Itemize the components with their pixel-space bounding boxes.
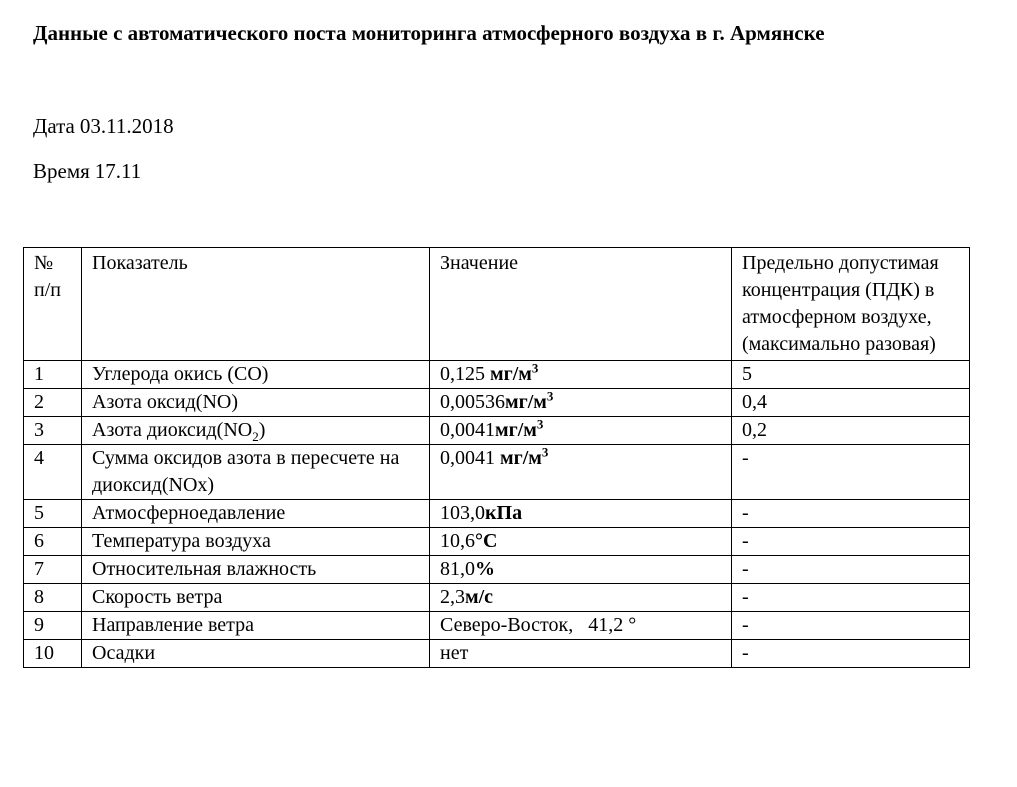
row-value (430, 417, 732, 445)
row-limit: - (732, 584, 970, 612)
row-indicator: Углерода окись (СО) (82, 361, 430, 389)
value-unit: м/с (465, 586, 494, 608)
row-number: 4 (24, 445, 82, 500)
column-header-value: Значение (430, 248, 732, 361)
value-unit: °С (475, 530, 498, 552)
table-header-row (24, 248, 970, 361)
value-unit: % (475, 558, 495, 580)
row-number: 7 (24, 556, 82, 584)
row-indicator: Направление ветра (82, 612, 430, 640)
row-limit: - (732, 445, 970, 500)
time-label: Время (33, 159, 90, 183)
value-unit-superscript: 3 (536, 416, 544, 432)
monitoring-table (23, 247, 970, 668)
value-number: 0,125 (440, 363, 490, 385)
row-indicator: Сумма оксидов азота в пересчете на диоксид(NOx) (82, 445, 430, 500)
row-number: 5 (24, 500, 82, 528)
row-limit: 0,2 (732, 417, 970, 445)
row-value: нет (430, 640, 732, 668)
row-number: 9 (24, 612, 82, 640)
row-value (430, 500, 732, 528)
row-number: 10 (24, 640, 82, 668)
time-line (33, 158, 141, 184)
value-unit-superscript: 3 (546, 388, 554, 404)
row-limit: - (732, 612, 970, 640)
column-header-indicator: Показатель (82, 248, 430, 361)
row-limit: - (732, 640, 970, 668)
row-value (430, 389, 732, 417)
table-row (24, 417, 970, 445)
value-number: 81,0 (440, 558, 475, 580)
row-indicator: Атмосферноедавление (82, 500, 430, 528)
value-number: 0,0041 (440, 447, 500, 469)
row-value (430, 528, 732, 556)
value-number: 103,0 (440, 502, 485, 524)
row-value (430, 584, 732, 612)
row-limit: 5 (732, 361, 970, 389)
value-number: 0,00536 (440, 391, 505, 413)
value-number: 10,6 (440, 530, 475, 552)
value-unit: мг/м (495, 419, 537, 441)
row-indicator: Температура воздуха (82, 528, 430, 556)
value-unit-superscript: 3 (541, 444, 549, 460)
value-unit-superscript: 3 (531, 360, 539, 376)
date-line (33, 113, 174, 139)
row-indicator: Относительная влажность (82, 556, 430, 584)
row-value: Северо-Восток, 41,2 ° (430, 612, 732, 640)
row-number: 3 (24, 417, 82, 445)
row-indicator: Скорость ветра (82, 584, 430, 612)
column-header-limit: Предельно допустимая концентрация (ПДК) в атмосферном воздухе, (максимально разовая) (732, 248, 970, 361)
row-value (430, 361, 732, 389)
row-number: 1 (24, 361, 82, 389)
value-number: 2,3 (440, 586, 465, 608)
row-value (430, 556, 732, 584)
row-indicator: Осадки (82, 640, 430, 668)
indicator-subscript: 2 (252, 429, 259, 444)
row-limit: - (732, 528, 970, 556)
table-row (24, 640, 970, 668)
row-number: 8 (24, 584, 82, 612)
row-limit: - (732, 556, 970, 584)
table-row (24, 389, 970, 417)
row-number: 2 (24, 389, 82, 417)
value-unit: мг/м (505, 391, 547, 413)
table-row (24, 500, 970, 528)
row-limit: - (732, 500, 970, 528)
table-row (24, 445, 970, 500)
value-number: 0,0041 (440, 419, 495, 441)
indicator-text-end: ) (258, 419, 266, 441)
row-indicator: Азота оксид(NO) (82, 389, 430, 417)
table-row (24, 584, 970, 612)
value-unit: мг/м (490, 363, 532, 385)
row-number: 6 (24, 528, 82, 556)
document-title: Данные с автоматического поста мониторинга атмосферного воздуха в г. Армянске (33, 21, 825, 45)
row-indicator (82, 417, 430, 445)
row-limit: 0,4 (732, 389, 970, 417)
indicator-text: Азота диоксид(NO (92, 419, 253, 441)
column-header-number: № п/п (24, 248, 82, 361)
value-unit: кПа (485, 502, 523, 524)
date-label: Дата (33, 114, 75, 138)
date-value: 03.11.2018 (79, 114, 174, 138)
row-value (430, 445, 732, 500)
table-row (24, 528, 970, 556)
value-unit: мг/м (500, 447, 542, 469)
table-row (24, 556, 970, 584)
time-value: 17.11 (94, 159, 142, 183)
table-row (24, 612, 970, 640)
table-row (24, 361, 970, 389)
